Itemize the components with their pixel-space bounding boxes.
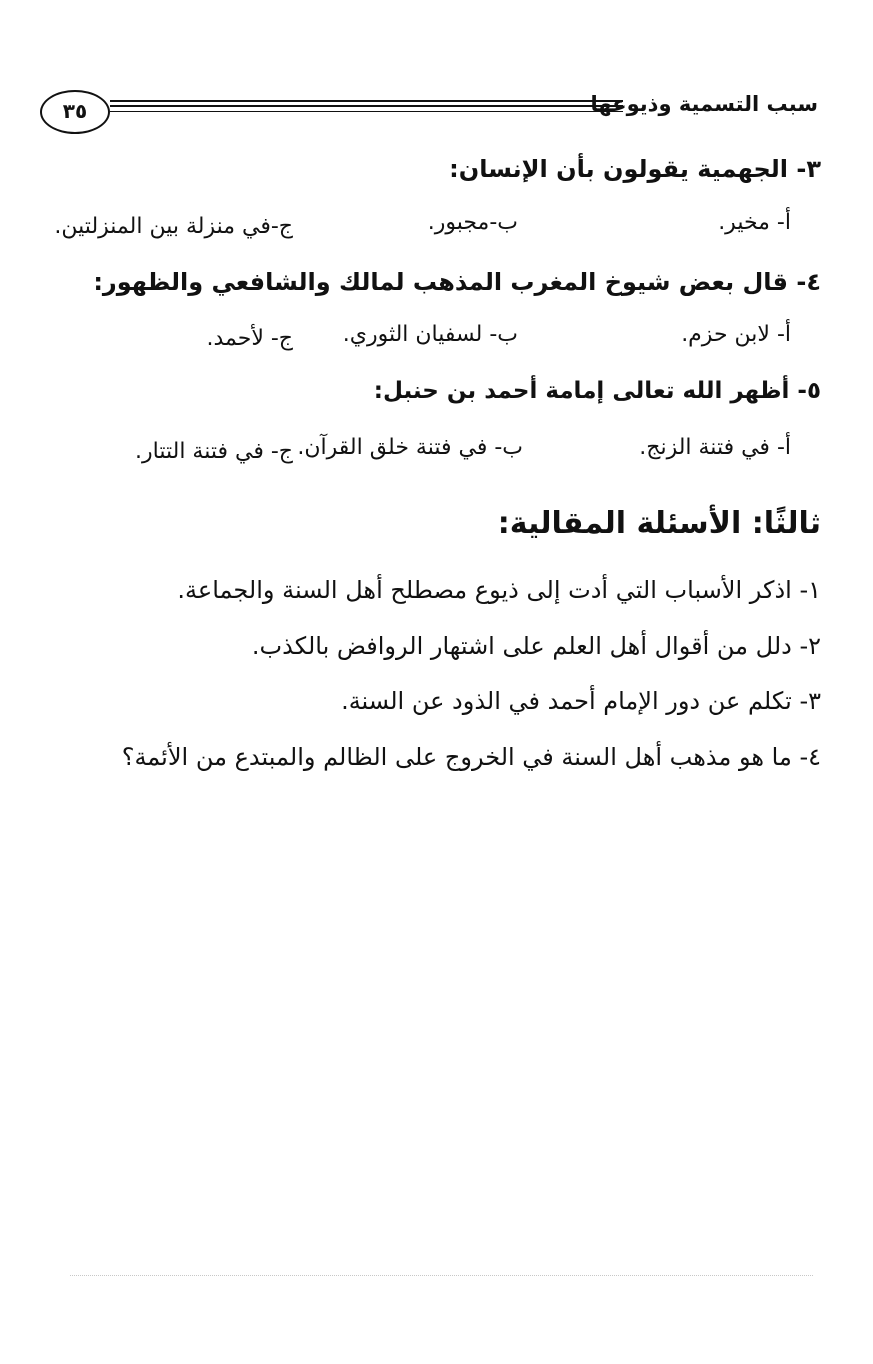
question-3: ٣- الجهمية يقولون بأن الإنسان:: [449, 155, 821, 183]
page-number: ٣٥: [40, 90, 110, 134]
question-3-option-c: ج-في منزلة بين المنزلتين.: [54, 214, 293, 239]
question-3-option-b: ب-مجبور.: [427, 210, 518, 235]
essay-question-2: ٢- دلل من أقوال أهل العلم على اشتهار الروافض بالكذب.: [251, 632, 821, 660]
question-3-option-a: أ- مخير.: [718, 210, 791, 235]
header-rule: [110, 100, 623, 114]
scan-artifact: [70, 1275, 813, 1280]
essay-question-1: ١- اذكر الأسباب التي أدت إلى ذيوع مصطلح أهل السنة والجماعة.: [177, 576, 821, 604]
question-5: ٥- أظهر الله تعالى إمامة أحمد بن حنبل:: [373, 378, 821, 404]
essay-section-title: ثالثًا: الأسئلة المقالية:: [497, 506, 821, 541]
question-4: ٤- قال بعض شيوخ المغرب المذهب لمالك والشافعي والظهور:: [93, 268, 821, 296]
question-4-option-a: أ- لابن حزم.: [681, 322, 791, 347]
question-4-option-b: ب- لسفيان الثوري.: [342, 322, 518, 347]
essay-question-4: ٤- ما هو مذهب أهل السنة في الخروج على الظالم والمبتدع من الأئمة؟: [121, 743, 821, 771]
question-5-option-a: أ- في فتنة الزنج.: [639, 435, 791, 460]
essay-question-3: ٣- تكلم عن دور الإمام أحمد في الذود عن السنة.: [341, 687, 821, 715]
question-5-option-c: ج- في فتنة التتار.: [135, 439, 293, 464]
question-4-option-c: ج- لأحمد.: [206, 326, 293, 351]
question-5-option-b: ب- في فتنة خلق القرآن.: [297, 435, 523, 460]
running-header-title: سبب التسمية وذيوعها: [590, 92, 818, 116]
